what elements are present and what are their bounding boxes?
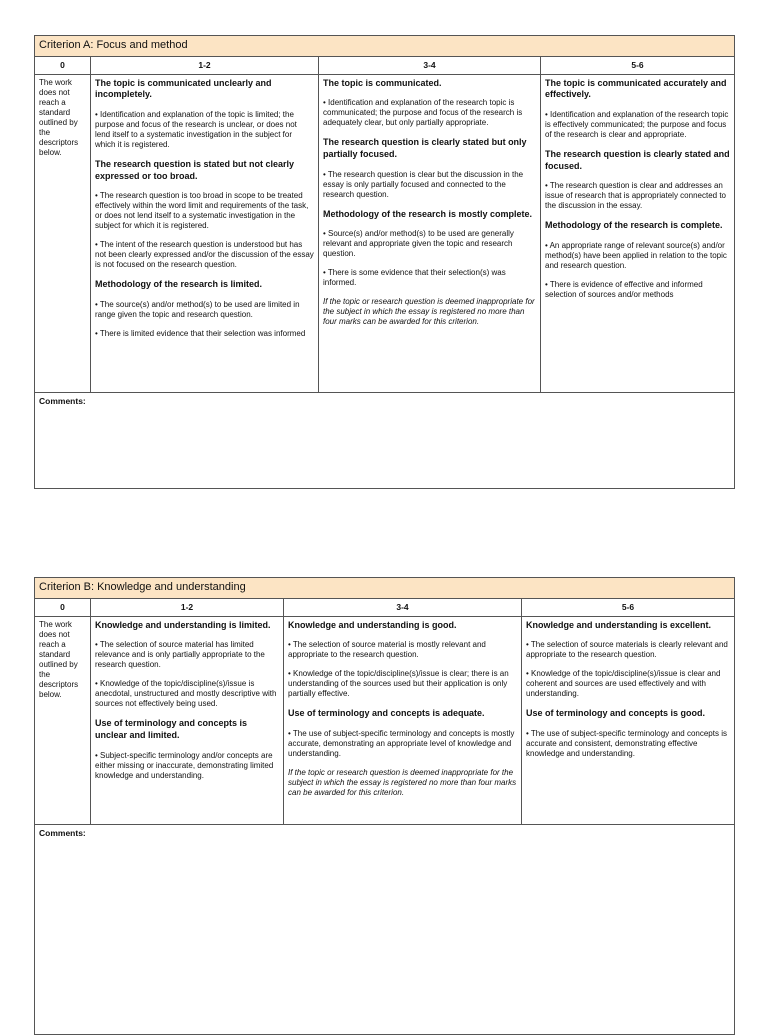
descriptor-heading: The topic is communicated accurately and effectively. [545,77,727,100]
descriptor-bullet: • Subject-specific terminology and/or concepts are either missing or inaccurate, demonstrating limited knowledge and understanding. [95,750,274,780]
descriptor-heading: The topic is communicated. [323,77,442,88]
zero-descriptor: The work does not reach a standard outlined by the descriptors below. [35,616,91,824]
descriptor-bullet: • The intent of the research question is understood but has not been clearly expressed and/or the discussion of the essay is not focused on the research question. [95,240,314,270]
descriptor-heading: The research question is clearly stated but only partially focused. [323,137,527,159]
band-5-6: 5-6 [522,599,735,617]
criterion-a-title: Criterion A: Focus and method [35,36,735,57]
descriptor-note: If the topic or research question is deemed inappropriate for the subject in which the essay is registered no more than four marks can be awarded for this criterion. [323,297,535,327]
descriptor-bullet: • The research question is clear but the discussion in the essay is only partially focused and connected to the research question. [323,169,524,199]
descriptor-bullet: • Source(s) and/or method(s) to be used are generally relevant and appropriate given the topic and research question. [323,229,514,259]
descriptor-bullet: • Knowledge of the topic/discipline(s)/issue is clear; there is an understanding of the sources used but their application is only partially effective. [288,669,509,699]
descriptor-bullet: • Identification and explanation of the research topic is effectively communicated; the purpose and focus of the research is clear and appropriate. [545,110,729,139]
descriptor-bullet: • The selection of source material has limited relevance and is only partially appropriate to the research question. [95,640,265,670]
descriptor-bullet: • There is evidence of effective and informed selection of sources and/or methods [545,280,703,300]
descriptor-heading: Methodology of the research is mostly complete. [323,208,533,219]
band-1-2: 1-2 [91,57,319,75]
band-0: 0 [35,57,91,75]
band-1-2: 1-2 [91,599,284,617]
criterion-b-title: Criterion B: Knowledge and understanding [35,578,735,599]
descriptor-bullet: • The research question is too broad in scope to be treated effectively within the word limit and requirements of the task, or does not lend itself to a systematic investigation in the subject for which it is registered. [95,191,309,231]
criterion-a-table [34,35,735,489]
descriptor-bullet: • The research question is clear and addresses an issue of research that is appropriately connected to the discussion in the essay. [545,181,726,211]
descriptor-5-6 [522,616,735,824]
descriptor-bullet: • Identification and explanation of the topic is limited; the purpose and focus of the research is unclear, or does not lend itself to a systematic investigation in the subject for which it is registered. [95,110,297,149]
descriptor-heading: Methodology of the research is limited. [95,279,263,290]
descriptor-heading: The research question is stated but not clearly expressed or too broad. [95,159,295,181]
criterion-b-table [34,577,735,1035]
descriptor-bullet: • An appropriate range of relevant source(s) and/or method(s) have been applied in relation to the topic and research question. [545,241,727,271]
descriptor-heading: The research question is clearly stated and focused. [545,149,730,171]
descriptor-bullet: • The use of subject-specific terminology and concepts is accurate and consistent, demonstrating effective knowledge and understanding. [526,729,727,758]
descriptor-heading: Use of terminology and concepts is good. [526,708,706,719]
descriptor-bullet: • Knowledge of the topic/discipline(s)/issue is clear and coherent and sources are used effectively and with understanding. [526,669,721,699]
descriptor-heading: Knowledge and understanding is limited. [95,619,271,630]
descriptor-1-2 [91,616,284,824]
descriptor-note: If the topic or research question is deemed inappropriate for the subject in which the essay is registered no more than four marks can be awarded for this criterion. [288,768,517,797]
descriptor-bullet: • The use of subject-specific terminology and concepts is mostly accurate, demonstrating an appropriate level of knowledge and understanding. [288,729,515,758]
descriptor-bullet: • The source(s) and/or method(s) to be used are limited in range given the topic and research question. [95,300,300,320]
band-3-4: 3-4 [319,57,541,75]
descriptor-1-2 [91,74,319,392]
descriptor-bullet: • The selection of source materials is clearly relevant and appropriate to the research question. [526,640,728,660]
descriptor-bullet: • The selection of source material is mostly relevant and appropriate to the research question. [288,640,486,660]
descriptor-heading: The topic is communicated unclearly and incompletely. [95,77,272,100]
descriptor-heading: Knowledge and understanding is excellent. [526,619,712,630]
zero-descriptor: The work does not reach a standard outlined by the descriptors below. [35,74,91,392]
descriptor-5-6 [541,74,735,392]
descriptor-bullet: • There is limited evidence that their selection was informed [95,329,306,339]
band-3-4: 3-4 [284,599,522,617]
descriptor-heading: Knowledge and understanding is good. [288,619,457,630]
descriptor-heading: Methodology of the research is complete. [545,220,723,231]
band-5-6: 5-6 [541,57,735,75]
descriptor-3-4 [284,616,522,824]
descriptor-heading: Use of terminology and concepts is unclear and limited. [95,718,248,740]
descriptor-3-4 [319,74,541,392]
descriptor-bullet: • Knowledge of the topic/discipline(s)/issue is anecdotal, unstructured and mostly descriptive with sources not effectively being used. [95,679,277,709]
descriptor-heading: Use of terminology and concepts is adequate. [288,708,485,719]
comments-label: Comments: [35,824,735,1034]
descriptor-bullet: • Identification and explanation of the research topic is communicated; the purpose and focus of the research is adequately clear, but only partially appropriate. [323,98,523,128]
comments-label: Comments: [35,392,735,488]
band-0: 0 [35,599,91,617]
descriptor-bullet: • There is some evidence that their selection(s) was informed. [323,268,506,288]
